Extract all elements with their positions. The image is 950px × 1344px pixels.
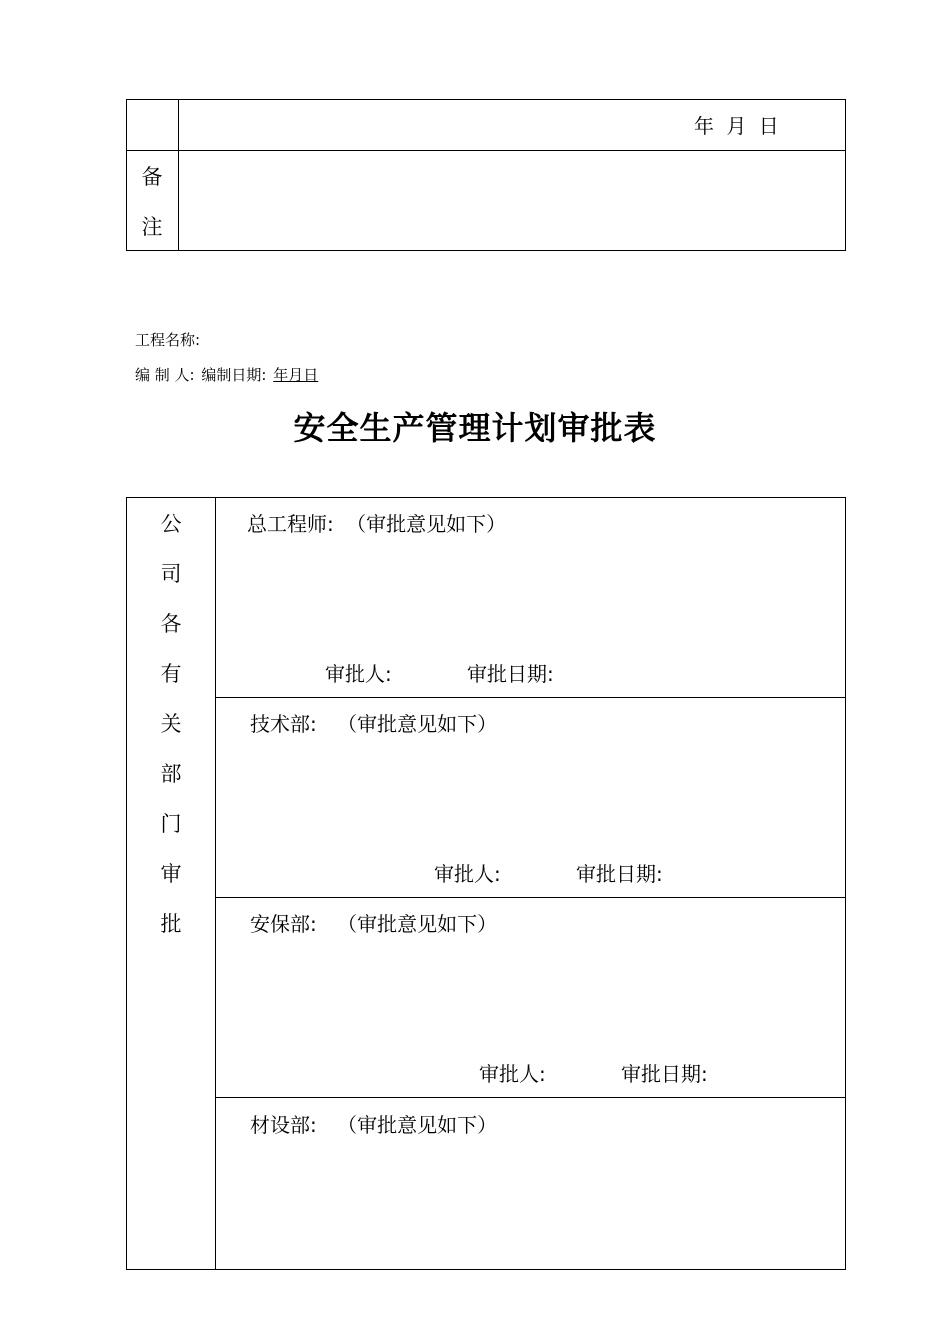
side-label-char: 关 [160, 712, 182, 736]
remark-content-cell[interactable] [179, 151, 845, 250]
side-label-char: 部 [160, 762, 182, 786]
approver-label: 审批人: [434, 862, 501, 886]
approval-date-label: 审批日期: [576, 862, 663, 886]
side-label-char: 审 [160, 862, 182, 886]
date-placeholder: 年 月 日 [694, 114, 779, 138]
approver-label: 审批人: [325, 662, 392, 686]
opinion-label: （审批意见如下） [337, 712, 498, 736]
technical-dept-heading [250, 712, 497, 736]
opinion-label: （审批意见如下） [337, 912, 498, 936]
approval-table-divider-vertical [215, 497, 216, 1270]
side-label-char: 批 [160, 912, 182, 936]
section-divider [215, 897, 846, 898]
materials-dept-heading [250, 1113, 497, 1137]
approval-date-label: 审批日期: [621, 1062, 708, 1086]
dept-label: 总工程师: [247, 512, 334, 536]
compiler-label: 编 制 人: [135, 366, 195, 384]
compiler-line [135, 365, 318, 385]
dept-label: 安保部: [250, 912, 317, 936]
side-label-char: 司 [160, 562, 182, 586]
remark-label-char: 备 [141, 165, 163, 189]
remark-label-char: 注 [141, 215, 163, 239]
opinion-label: （审批意见如下） [337, 1113, 498, 1137]
approval-date-label: 审批日期: [467, 662, 554, 686]
compile-date-value: 年月日 [273, 366, 319, 384]
security-dept-heading [250, 912, 497, 936]
project-name-label: 工程名称: [135, 331, 201, 349]
compile-date-label: 编制日期: [201, 366, 267, 384]
side-label-char: 公 [160, 512, 182, 536]
approver-label: 审批人: [479, 1062, 546, 1086]
chief-engineer-heading [247, 512, 506, 536]
dept-label: 技术部: [250, 712, 317, 736]
side-label-char: 各 [160, 612, 182, 636]
section-divider [215, 1097, 846, 1098]
opinion-label: （审批意见如下） [346, 512, 507, 536]
side-label-char: 门 [160, 812, 182, 836]
dept-label: 材设部: [250, 1113, 317, 1137]
section-divider [215, 697, 846, 698]
page-title: 安全生产管理计划审批表 [293, 409, 657, 447]
side-label-char: 有 [160, 662, 182, 686]
